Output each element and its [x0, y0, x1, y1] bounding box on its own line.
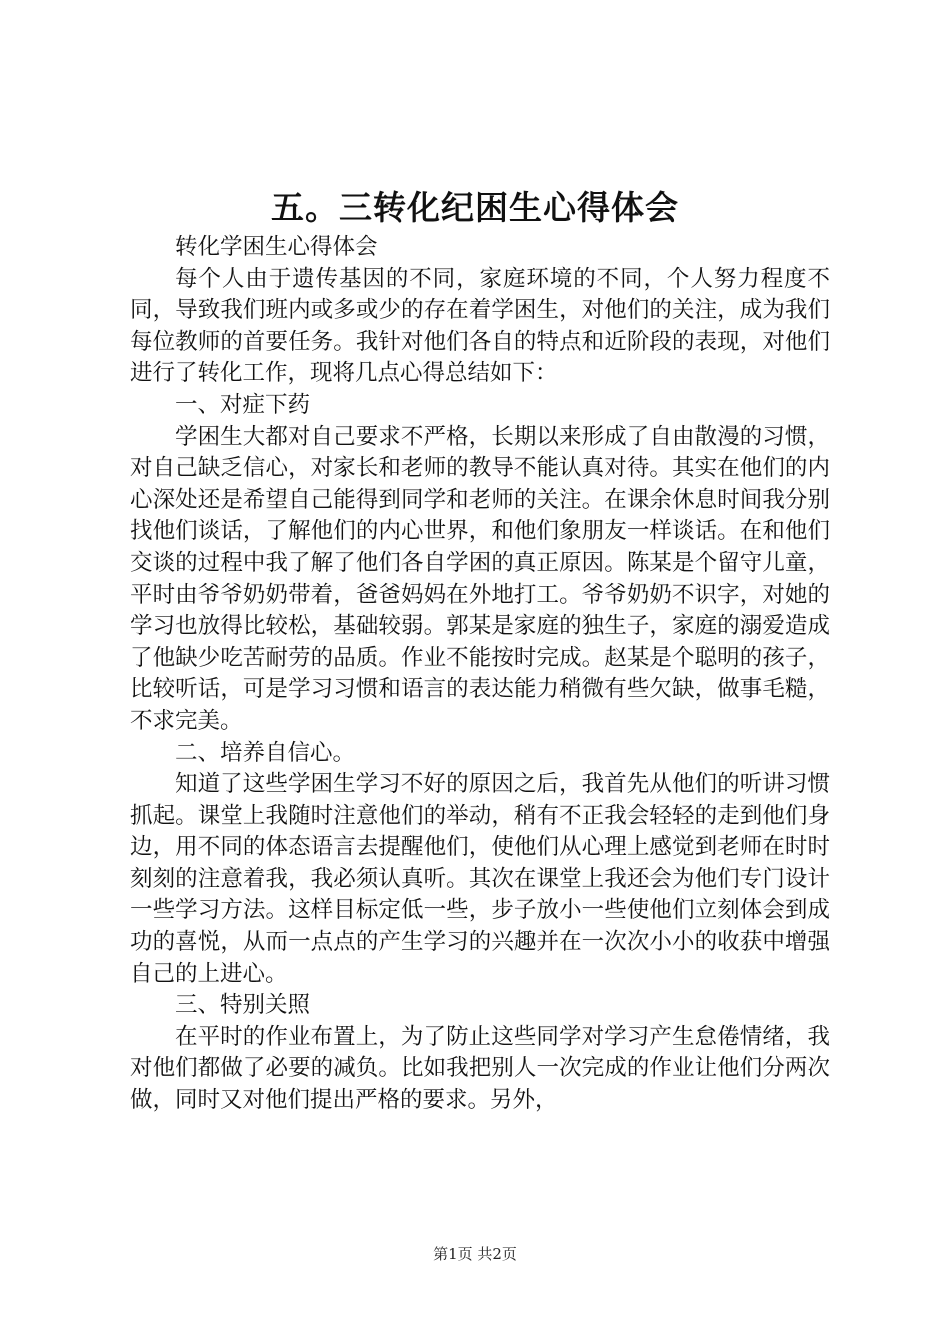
paragraph-section-3: 在平时的作业布置上，为了防止这些同学对学习产生怠倦情绪，我对他们都做了必要的减负。比如我把别人一次完成的作业让他们分两次做，同时又对他们提出严格的要求。另外，	[130, 1023, 830, 1114]
paragraph-intro: 每个人由于遗传基因的不同，家庭环境的不同，个人努力程度不同，导致我们班内或多或少的存在着学困生，对他们的关注，成为我们每位教师的首要任务。我针对他们各自的特点和近阶段的表现，对他们进行了转化工作，现将几点心得总结如下：	[130, 265, 830, 387]
page-footer: 第1页 共2页	[433, 1245, 517, 1263]
section-heading-1: 一、对症下药	[175, 391, 311, 418]
paragraph-section-2: 知道了这些学困生学习不好的原因之后，我首先从他们的听讲习惯抓起。课堂上我随时注意他们的举动，稍有不正我会轻轻的走到他们身边，用不同的体态语言去提醒他们，使他们从心理上感觉到老师在时时刻刻的注意着我，我必须认真听。其次在课堂上我还会为他们专门设计一些学习方法。这样目标定低一些，步子放小一些使他们立刻体会到成功的喜悦，从而一点点的产生学习的兴趣并在一次次小小的收获中增强自己的上进心。	[130, 771, 830, 987]
document-subtitle: 转化学困生心得体会	[175, 234, 378, 260]
document-body	[130, 232, 830, 1117]
paragraph-section-1: 学困生大都对自己要求不严格，长期以来形成了自由散漫的习惯，对自己缺乏信心，对家长和老师的教导不能认真对待。其实在他们的内心深处还是希望自己能得到同学和老师的关注。在课余休息时间我分别找他们谈话，了解他们的内心世界，和他们象朋友一样谈话。在和他们交谈的过程中我了解了他们各自学困的真正原因。陈某是个留守儿童，平时由爷爷奶奶带着，爸爸妈妈在外地打工。爷爷奶奶不识字，对她的学习也放得比较松，基础较弱。郭某是家庭的独生子，家庭的溺爱造成了他缺少吃苦耐劳的品质。作业不能按时完成。赵某是个聪明的孩子，比较听话，可是学习习惯和语言的表达能力稍微有些欠缺，做事毛糙，不求完美。	[130, 423, 830, 734]
document-title: 五。三转化纪困生心得体会	[271, 188, 679, 227]
section-heading-3: 三、特别关照	[175, 992, 311, 1019]
section-heading-2: 二、培养自信心。	[175, 739, 356, 766]
